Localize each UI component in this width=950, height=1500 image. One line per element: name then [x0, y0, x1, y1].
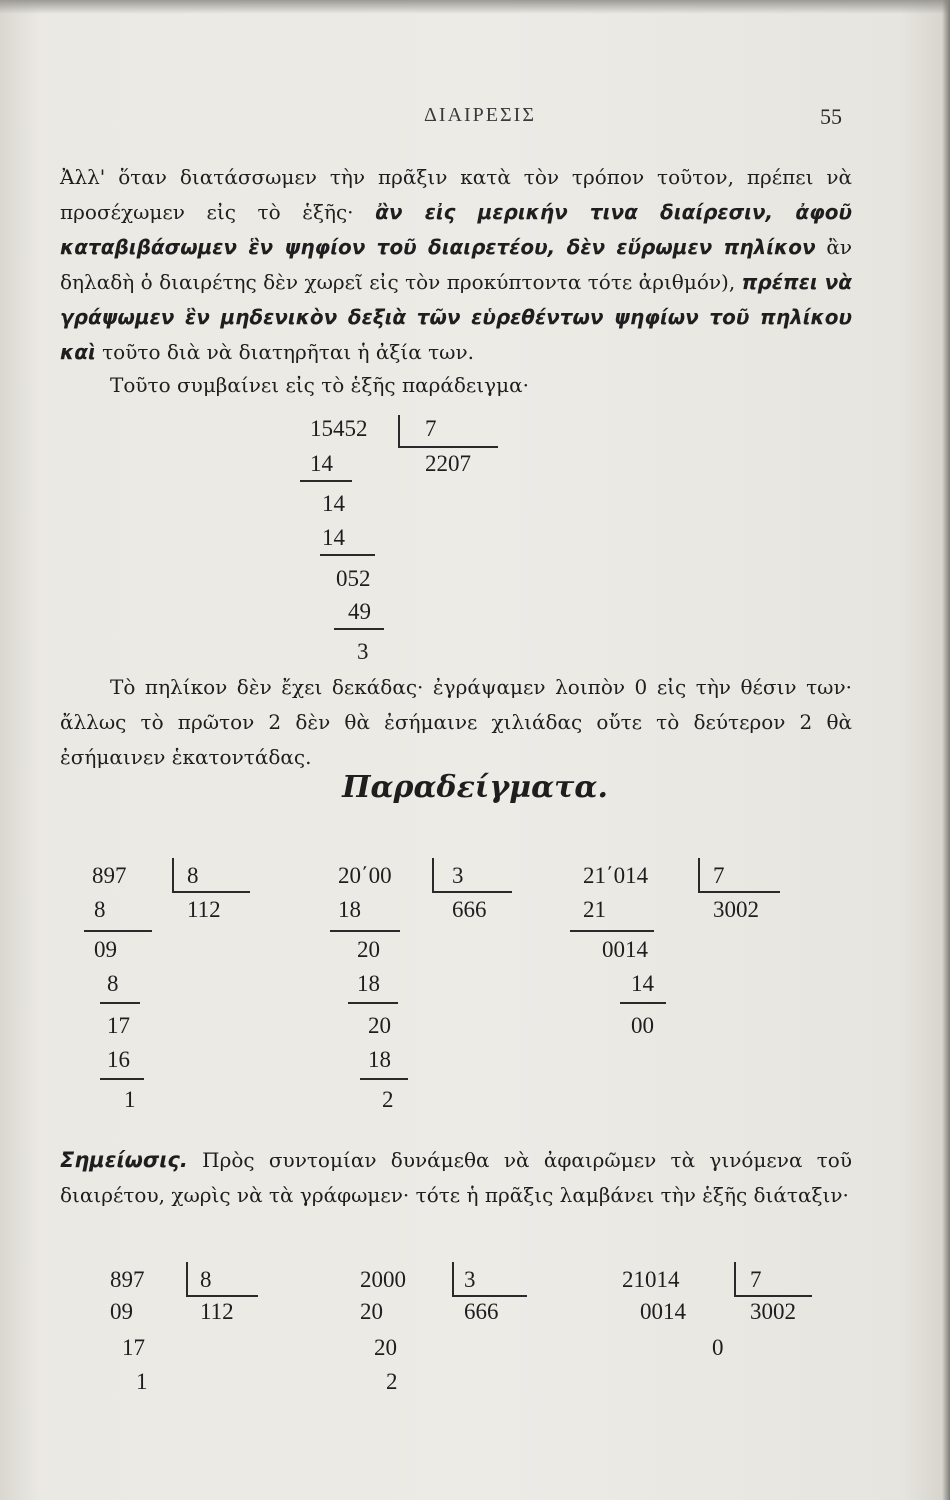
- dividend: 897: [110, 1267, 145, 1292]
- dividend: 15452: [310, 416, 368, 441]
- subtraction-rule: [84, 930, 152, 932]
- step-line: 20: [374, 1335, 397, 1360]
- quotient-rule: [186, 1295, 258, 1297]
- page-edge: [942, 0, 950, 1500]
- quotient-rule: [734, 1295, 812, 1297]
- step-line: 14: [631, 971, 654, 996]
- subtraction-rule: [360, 1078, 408, 1080]
- step-line: 14: [310, 451, 333, 476]
- step-line: 0014: [602, 937, 648, 962]
- paragraph-1-text-c: τοῦτο διὰ νὰ διατηρῆται ἡ ἀξία των.: [102, 340, 475, 364]
- divisor: 3: [452, 863, 464, 888]
- quotient-rule: [432, 891, 512, 893]
- step-line: 09: [110, 1299, 133, 1324]
- remainder: 00: [631, 1013, 654, 1038]
- dividend: 897: [92, 863, 127, 888]
- step-line: 21: [583, 897, 606, 922]
- division-bar: [186, 1262, 188, 1296]
- divisor: 8: [187, 863, 199, 888]
- remainder: 3: [357, 639, 369, 664]
- subtraction-rule: [320, 554, 375, 556]
- paragraph-1-text-a: Ἀλλ' ὅταν διατάσσωμεν τὴν πρᾶξιν κατὰ τὸν τρόπον τοῦτον, πρέπει νὰ προσέχωμεν εἰς τὸ ἑξῆς·: [60, 165, 852, 224]
- step-line: 17: [122, 1335, 145, 1360]
- subtraction-rule: [570, 930, 654, 932]
- remainder: 1: [124, 1087, 136, 1112]
- division-bar: [172, 858, 174, 892]
- step-line: 18: [338, 897, 361, 922]
- quotient: 3002: [713, 897, 759, 922]
- top-shadow: [0, 0, 950, 14]
- step-line: 20: [357, 937, 380, 962]
- dividend: 21014: [622, 1267, 680, 1292]
- quotient-rule: [698, 891, 780, 893]
- quotient: 666: [464, 1299, 499, 1324]
- dividend: 21΄014: [583, 863, 649, 888]
- quotient-rule: [398, 446, 498, 448]
- note-label: Σημείωσις.: [60, 1148, 188, 1172]
- step-line: 49: [348, 599, 371, 624]
- remainder: 0: [712, 1335, 724, 1360]
- step-line: 14: [322, 525, 345, 550]
- divisor: 7: [425, 416, 437, 441]
- subtraction-rule: [334, 628, 384, 630]
- remainder: 1: [136, 1369, 148, 1394]
- examples-heading: Παραδείγματα.: [342, 770, 608, 805]
- dividend: 20΄00: [338, 863, 392, 888]
- remainder: 2: [382, 1087, 394, 1112]
- paragraph-3: Τὸ πηλίκον δὲν ἔχει δεκάδας· ἐγράψαμεν λοιπὸν 0 εἰς τὴν θέσιν των· ἄλλως τὸ πρῶτον 2 δὲν θὰ ἐσήμαινε χιλιάδας οὔτε τὸ δεύτερον 2 θὰ ἐσήμαινεν ἑκατοντάδας.: [60, 675, 852, 769]
- paragraph-1-emphasis-a: ἂν εἰς μερικήν τινα διαίρεσιν, ἀφοῦ καταβιβάσωμεν ἓν ψηφίον τοῦ διαιρετέου, δὲν εὕρωμεν πηλίκον: [60, 200, 852, 259]
- step-line: 052: [336, 566, 371, 591]
- step-line: 20: [360, 1299, 383, 1324]
- division-bar: [432, 858, 434, 892]
- quotient-rule: [172, 891, 250, 893]
- subtraction-rule: [348, 1002, 398, 1004]
- paragraph-1-text-b: ἂν δηλαδὴ ὁ διαιρέτης δὲν χωρεῖ εἰς τὸν προκύπτοντα τότε ἀριθμόν),: [60, 235, 852, 294]
- paragraph-1-emphasis-b: πρέπει νὰ γράψωμεν ἓν μηδενικὸν δεξιὰ τῶν εὑρεθέντων ψηφίων τοῦ πηλίκου καὶ: [60, 270, 853, 364]
- division-bar: [452, 1262, 454, 1296]
- subtraction-rule: [330, 930, 400, 932]
- step-line: 18: [368, 1047, 391, 1072]
- divisor: 7: [750, 1267, 762, 1292]
- subtraction-rule: [620, 1002, 666, 1004]
- step-line: 14: [322, 491, 345, 516]
- subtraction-rule: [100, 1002, 140, 1004]
- paragraph-1: [60, 160, 852, 370]
- divisor: 7: [713, 863, 725, 888]
- page-number: 55: [820, 104, 842, 129]
- step-line: 8: [107, 971, 119, 996]
- subtraction-rule: [100, 1078, 144, 1080]
- quotient: 112: [187, 897, 221, 922]
- quotient: 112: [200, 1299, 234, 1324]
- step-line: 16: [107, 1047, 130, 1072]
- step-line: 20: [368, 1013, 391, 1038]
- quotient: 2207: [425, 451, 471, 476]
- remainder: 2: [386, 1369, 398, 1394]
- quotient-rule: [452, 1295, 527, 1297]
- step-line: 17: [107, 1013, 130, 1038]
- step-line: 18: [357, 971, 380, 996]
- quotient: 3002: [750, 1299, 796, 1324]
- running-title: ΔΙΑΙΡΕΣΙΣ: [424, 104, 536, 126]
- step-line: 09: [94, 937, 117, 962]
- subtraction-rule: [300, 480, 352, 482]
- dividend: 2000: [360, 1267, 406, 1292]
- note-text: Πρὸς συντομίαν δυνάμεθα νὰ ἀφαιρῶμεν τὰ γινόμενα τοῦ διαιρέτου, χωρὶς νὰ τὰ γράφωμεν· τότε ἡ πρᾶξις λαμβάνει τὴν ἑξῆς διάταξιν·: [60, 1148, 853, 1207]
- step-line: 0014: [640, 1299, 686, 1324]
- division-bar: [698, 858, 700, 892]
- divisor: 3: [464, 1267, 476, 1292]
- quotient: 666: [452, 897, 487, 922]
- division-bar: [734, 1262, 736, 1296]
- note-paragraph: [60, 1143, 852, 1213]
- paragraph-2: Τοῦτο συμβαίνει εἰς τὸ ἑξῆς παράδειγμα·: [110, 373, 529, 397]
- divisor: 8: [200, 1267, 212, 1292]
- step-line: 8: [94, 897, 106, 922]
- division-bar: [398, 415, 400, 447]
